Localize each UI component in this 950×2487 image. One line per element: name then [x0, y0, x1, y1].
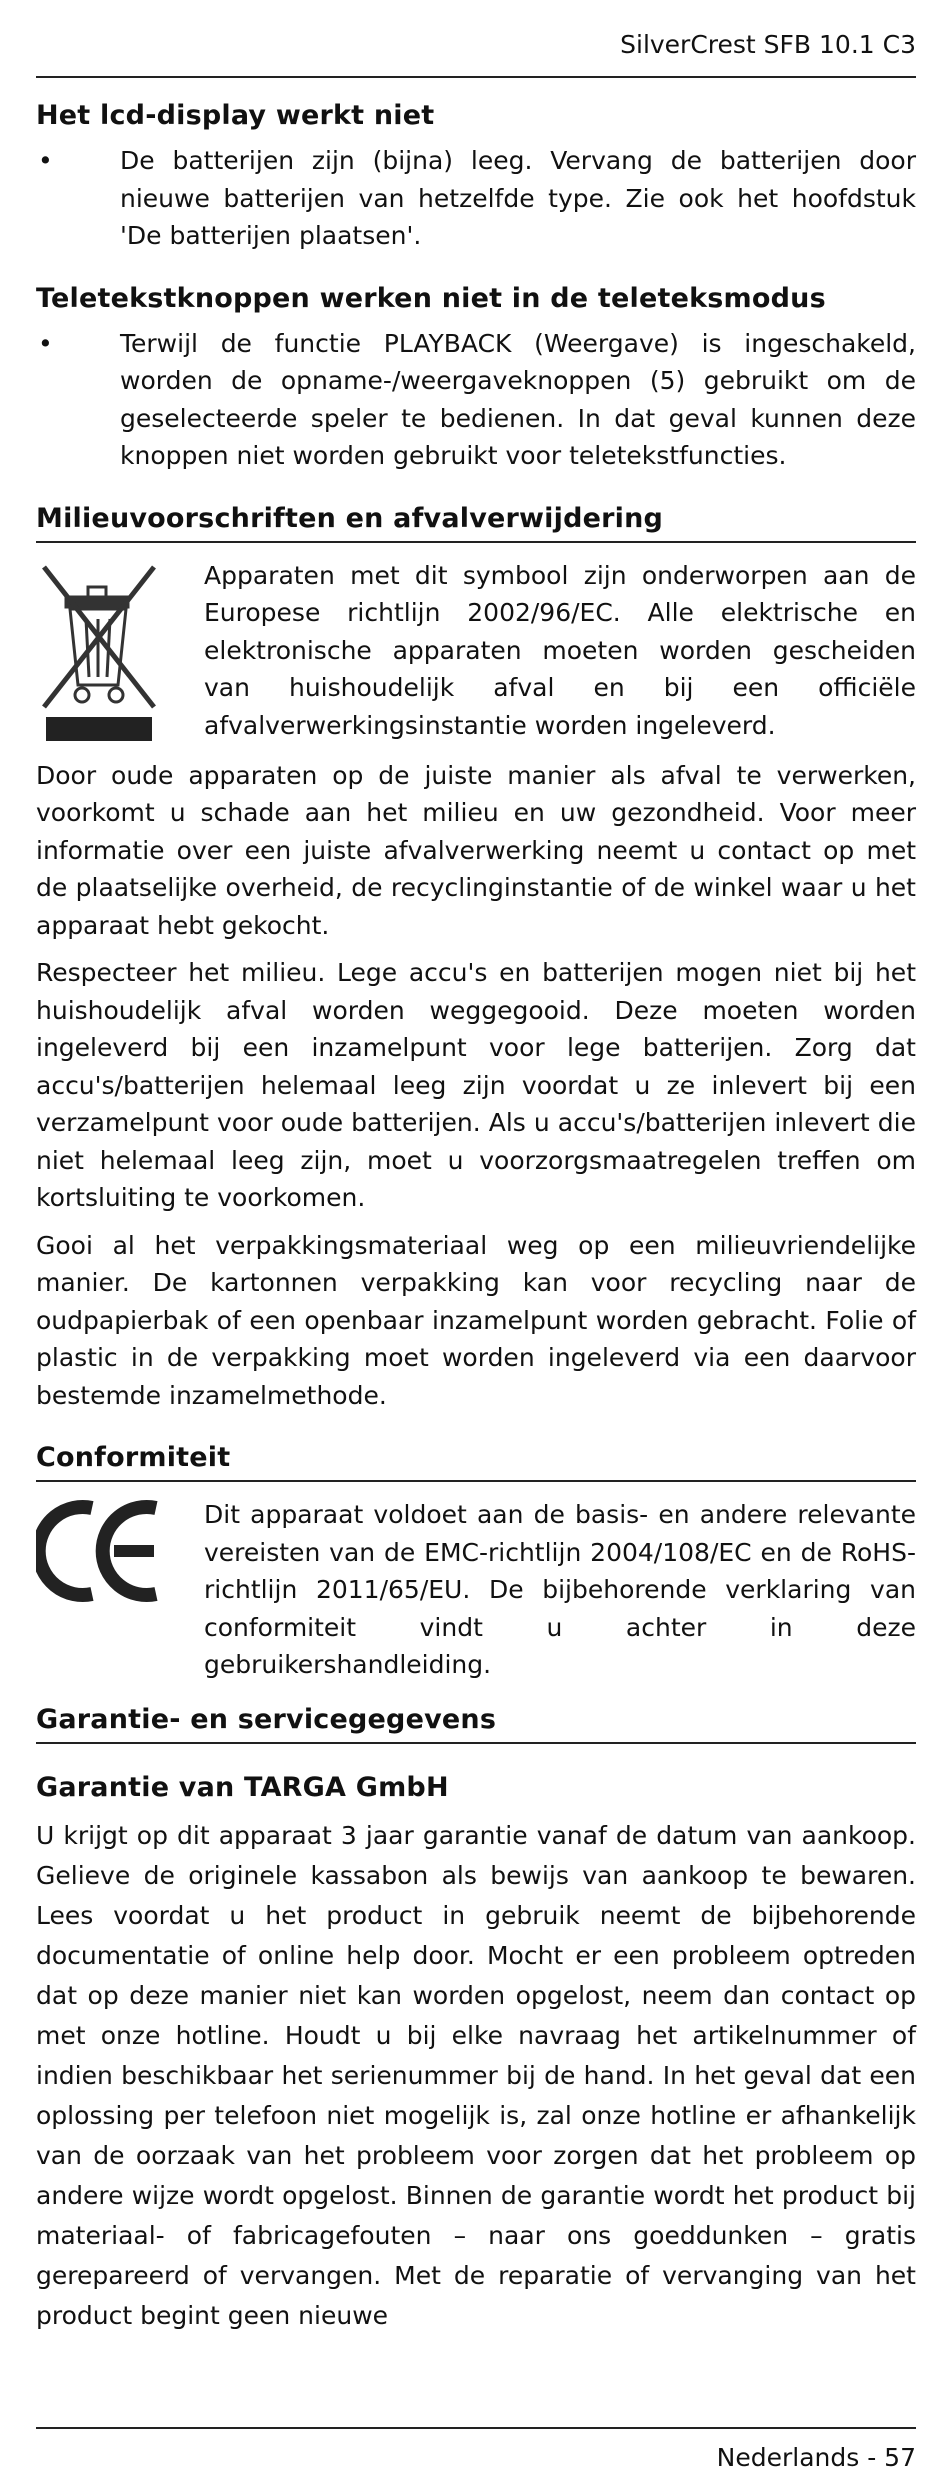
- heading-conformity: Conformiteit: [36, 1440, 916, 1482]
- env-paragraph-1: Door oude apparaten op de juiste manier als afval te verwerken, voorkomt u schade aan het milieu en uw gezondheid. Voor meer informatie over een juiste afvalverwerking neemt u contact op met de plaatselijke overheid, de recyclinginstantie of de winkel waar u het apparaat hebt gekocht.: [36, 760, 916, 940]
- header-rule: [36, 76, 916, 78]
- heading-warranty-service: Garantie- en servicegegevens: [36, 1702, 916, 1744]
- heading-environment: Milieuvoorschriften en afvalverwijdering: [36, 501, 916, 543]
- page-footer: Nederlands - 57: [716, 2443, 916, 2472]
- weee-text: Apparaten met dit symbool zijn onderworpen aan de Europese richtlijn 2002/96/EC. Alle elektrische en elektronische apparaten moeten worden gescheiden van huishoudelijk afval en bij een officiële afvalverwerkingsinstantie worden ingeleverd.: [204, 560, 916, 740]
- bullet-dot: •: [38, 146, 53, 175]
- ce-block: [36, 1496, 916, 1684]
- bullet-dot: •: [38, 328, 53, 358]
- ce-mark-icon: [36, 1496, 204, 1610]
- warranty-paragraph: U krijgt op dit apparaat 3 jaar garantie vanaf de datum van aankoop. Gelieve de originele kassabon als bewijs van aankoop te bewaren. Lees voordat u het product in gebruik neemt de bijbehorende documentatie of online help door. Mocht er een probleem optreden dat op deze manier niet kan worden opgelost, neem dan contact op met onze hotline. Houdt u bij elke navraag het artikelnummer of indien beschikbaar het serienummer bij de hand. In het geval dat een oplossing per telefoon niet mogelijk is, zal onze hotline er afhankelijk van de oorzaak van het probleem voor zorgen dat het probleem op andere wijze wordt opgelost. Binnen de garantie wordt het product bij materiaal- of fabricagefouten – naar ons goeddunken – gratis gerepareerd of vervangen. Met de reparatie of vervanging van het product begint geen nieuwe: [36, 1820, 916, 2330]
- page-content: [36, 98, 916, 2336]
- bullet-lcd: [36, 142, 916, 255]
- heading-warranty: Garantie van TARGA GmbH: [36, 1771, 449, 1803]
- bullet-text: Terwijl de functie PLAYBACK (Weergave) is ingeschakeld, worden de opname-/weergaveknoppen (5) gebruikt om de geselecteerde speler te bedienen. In dat geval kunnen deze knoppen niet worden gebruikt voor teletekstfuncties.: [120, 328, 916, 470]
- footer-rule: [36, 2427, 916, 2429]
- bullet-text: De batterijen zijn (bijna) leeg. Vervang de batterijen door nieuwe batterijen van hetzelfde type. Zie ook het hoofdstuk 'De batterijen plaatsen'.: [120, 146, 916, 250]
- env-paragraph-2: Respecteer het milieu. Lege accu's en batterijen mogen niet bij het huishoudelijk afval worden weggegooid. Deze moeten worden ingeleverd bij een inzamelpunt voor lege batterijen. Zorg dat accu's/batterijen helemaal leeg zijn voordat u ze inlevert bij een verzamelpunt voor oude batterijen. Als u accu's/batterijen inlevert die niet helemaal leeg zijn, moet u voorzorgsmaatregelen treffen om kortsluiting te voorkomen.: [36, 958, 916, 1212]
- page-header: SilverCrest SFB 10.1 C3: [620, 30, 916, 59]
- document-page: [36, 0, 916, 2487]
- ce-text: Dit apparaat voldoet aan de basis- en andere relevante vereisten van de EMC-richtlijn 2004/108/EC en de RoHS-richtlijn 2011/65/EU. De bijbehorende verklaring van conformiteit vindt u achter in deze gebruikershandleiding.: [204, 1500, 916, 1679]
- bullet-teletext: [36, 325, 916, 475]
- heading-lcd: Het lcd-display werkt niet: [36, 100, 435, 131]
- weee-icon: [36, 557, 204, 747]
- weee-block: [36, 557, 916, 747]
- env-paragraph-3: Gooi al het verpakkingsmateriaal weg op een milieuvriendelijke manier. De kartonnen verpakking kan voor recycling naar de oudpapierbak of een openbaar inzamelpunt worden gebracht. Folie of plastic in de verpakking moet worden ingeleverd via een daarvoor bestemde inzamelmethode.: [36, 1230, 916, 1410]
- heading-teletext: Teletekstknoppen werken niet in de teleteksmodus: [36, 282, 826, 314]
